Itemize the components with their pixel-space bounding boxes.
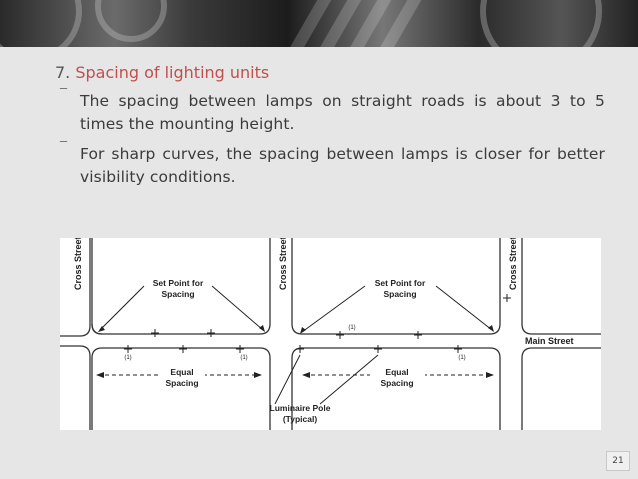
header-banner: [0, 0, 638, 47]
cross-street-label: Cross Street: [278, 238, 288, 290]
decorative-gear-image: [0, 0, 82, 47]
note-marker: (1): [348, 325, 356, 331]
set-point-label: Set Point for: [152, 278, 204, 288]
equal-spacing-label: Spacing: [380, 378, 414, 388]
dash-bullet-icon: ‾: [60, 87, 68, 103]
note-marker: (1): [240, 355, 248, 361]
equal-spacing-label: Equal: [170, 367, 194, 377]
set-point-label: Spacing: [161, 289, 195, 299]
page-number: 21: [606, 451, 630, 471]
set-point-label: Spacing: [383, 289, 417, 299]
dash-bullet-icon: ‾: [60, 140, 68, 156]
note-marker: (1): [124, 355, 132, 361]
bullet-item: [55, 140, 605, 189]
set-point-label: Set Point for: [374, 278, 426, 288]
bullet-text: For sharp curves, the spacing between lamps is closer for better visibility conditions.: [80, 145, 605, 186]
bullet-item: [55, 87, 605, 136]
slide-heading: [55, 62, 605, 84]
luminaire-pole-label: Luminaire Pole: [269, 403, 331, 413]
cross-street-label: Cross Street: [73, 238, 83, 290]
main-street-label: Main Street: [525, 336, 574, 346]
bullet-text: The spacing between lamps on straight roads is about 3 to 5 times the mounting height.: [80, 92, 605, 133]
equal-spacing-label: Spacing: [165, 378, 199, 388]
cross-street-label: Cross Street: [508, 238, 518, 290]
equal-spacing-label: Equal: [385, 367, 409, 377]
slide-content: [55, 62, 605, 196]
heading-title: Spacing of lighting units: [75, 63, 270, 82]
lighting-spacing-diagram: [60, 238, 601, 430]
luminaire-pole-label: (Typical): [282, 414, 318, 424]
note-marker: (1): [458, 355, 466, 361]
heading-number: 7.: [55, 63, 71, 82]
